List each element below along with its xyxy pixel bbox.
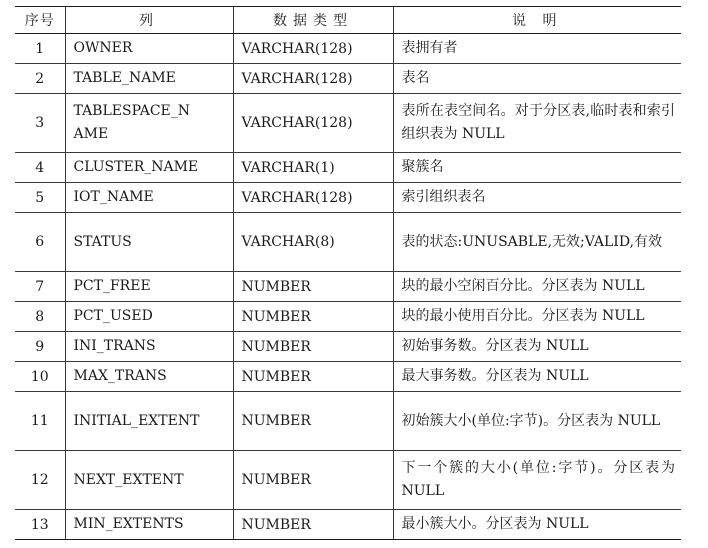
row-no: 5: [15, 183, 65, 213]
table-row: [15, 213, 681, 272]
header-row: [15, 7, 681, 34]
header-type: 数据类型: [233, 7, 393, 34]
row-type: NUMBER: [233, 302, 393, 332]
row-type: NUMBER: [233, 272, 393, 302]
column-spec-table: [15, 6, 681, 540]
row-no: 12: [15, 451, 65, 510]
row-no: 11: [15, 392, 65, 451]
row-column: PCT_FREE: [65, 272, 233, 302]
row-column: TABLE_NAME: [65, 64, 233, 94]
row-desc: 块的最小使用百分比。分区表为 NULL: [393, 302, 681, 332]
table-row: [15, 272, 681, 302]
header-desc: 说 明: [393, 7, 681, 34]
row-type: VARCHAR(128): [233, 64, 393, 94]
header-no: 序号: [15, 7, 65, 34]
row-type: VARCHAR(128): [233, 183, 393, 213]
row-type: NUMBER: [233, 510, 393, 540]
table-row: [15, 153, 681, 183]
row-column: INITIAL_EXTENT: [65, 392, 233, 451]
row-column: MIN_EXTENTS: [65, 510, 233, 540]
row-no: 7: [15, 272, 65, 302]
row-column: IOT_NAME: [65, 183, 233, 213]
row-type: NUMBER: [233, 362, 393, 392]
table-row: [15, 64, 681, 94]
header-column: 列: [65, 7, 233, 34]
row-type: VARCHAR(1): [233, 153, 393, 183]
row-column: [65, 94, 233, 153]
row-no: 6: [15, 213, 65, 272]
table-row: [15, 332, 681, 362]
row-column: OWNER: [65, 34, 233, 64]
row-type: NUMBER: [233, 392, 393, 451]
row-no: 10: [15, 362, 65, 392]
row-column: CLUSTER_NAME: [65, 153, 233, 183]
row-desc: 最大事务数。分区表为 NULL: [393, 362, 681, 392]
row-column: INI_TRANS: [65, 332, 233, 362]
row-column: MAX_TRANS: [65, 362, 233, 392]
row-desc: 表所在表空间名。对于分区表,临时表和索引组织表为 NULL: [393, 94, 681, 153]
row-desc: 表的状态:UNUSABLE,无效;VALID,有效: [393, 213, 681, 272]
row-no: 2: [15, 64, 65, 94]
row-desc: 聚簇名: [393, 153, 681, 183]
row-no: 13: [15, 510, 65, 540]
table-row: [15, 392, 681, 451]
row-no: 4: [15, 153, 65, 183]
row-desc: 初始簇大小(单位:字节)。分区表为 NULL: [393, 392, 681, 451]
row-desc: 索引组织表名: [393, 183, 681, 213]
row-type: VARCHAR(128): [233, 34, 393, 64]
row-column: PCT_USED: [65, 302, 233, 332]
row-desc: 表名: [393, 64, 681, 94]
row-column: STATUS: [65, 213, 233, 272]
table-row: [15, 451, 681, 510]
row-no: 8: [15, 302, 65, 332]
table-row: [15, 362, 681, 392]
row-type: NUMBER: [233, 451, 393, 510]
row-column-text: TABLESPACE_NAME: [73, 103, 191, 142]
table-row: [15, 510, 681, 540]
row-desc: 下一个簇的大小(单位:字节)。分区表为 NULL: [393, 451, 681, 510]
row-no: 9: [15, 332, 65, 362]
row-desc: 块的最小空闲百分比。分区表为 NULL: [393, 272, 681, 302]
table-row: [15, 94, 681, 153]
table-row: [15, 34, 681, 64]
row-column: NEXT_EXTENT: [65, 451, 233, 510]
row-type: VARCHAR(128): [233, 94, 393, 153]
row-no: 3: [15, 94, 65, 153]
row-no: 1: [15, 34, 65, 64]
row-desc: 最小簇大小。分区表为 NULL: [393, 510, 681, 540]
table-row: [15, 302, 681, 332]
row-type: VARCHAR(8): [233, 213, 393, 272]
row-type: NUMBER: [233, 332, 393, 362]
table-row: [15, 183, 681, 213]
row-desc: 表拥有者: [393, 34, 681, 64]
row-desc: 初始事务数。分区表为 NULL: [393, 332, 681, 362]
